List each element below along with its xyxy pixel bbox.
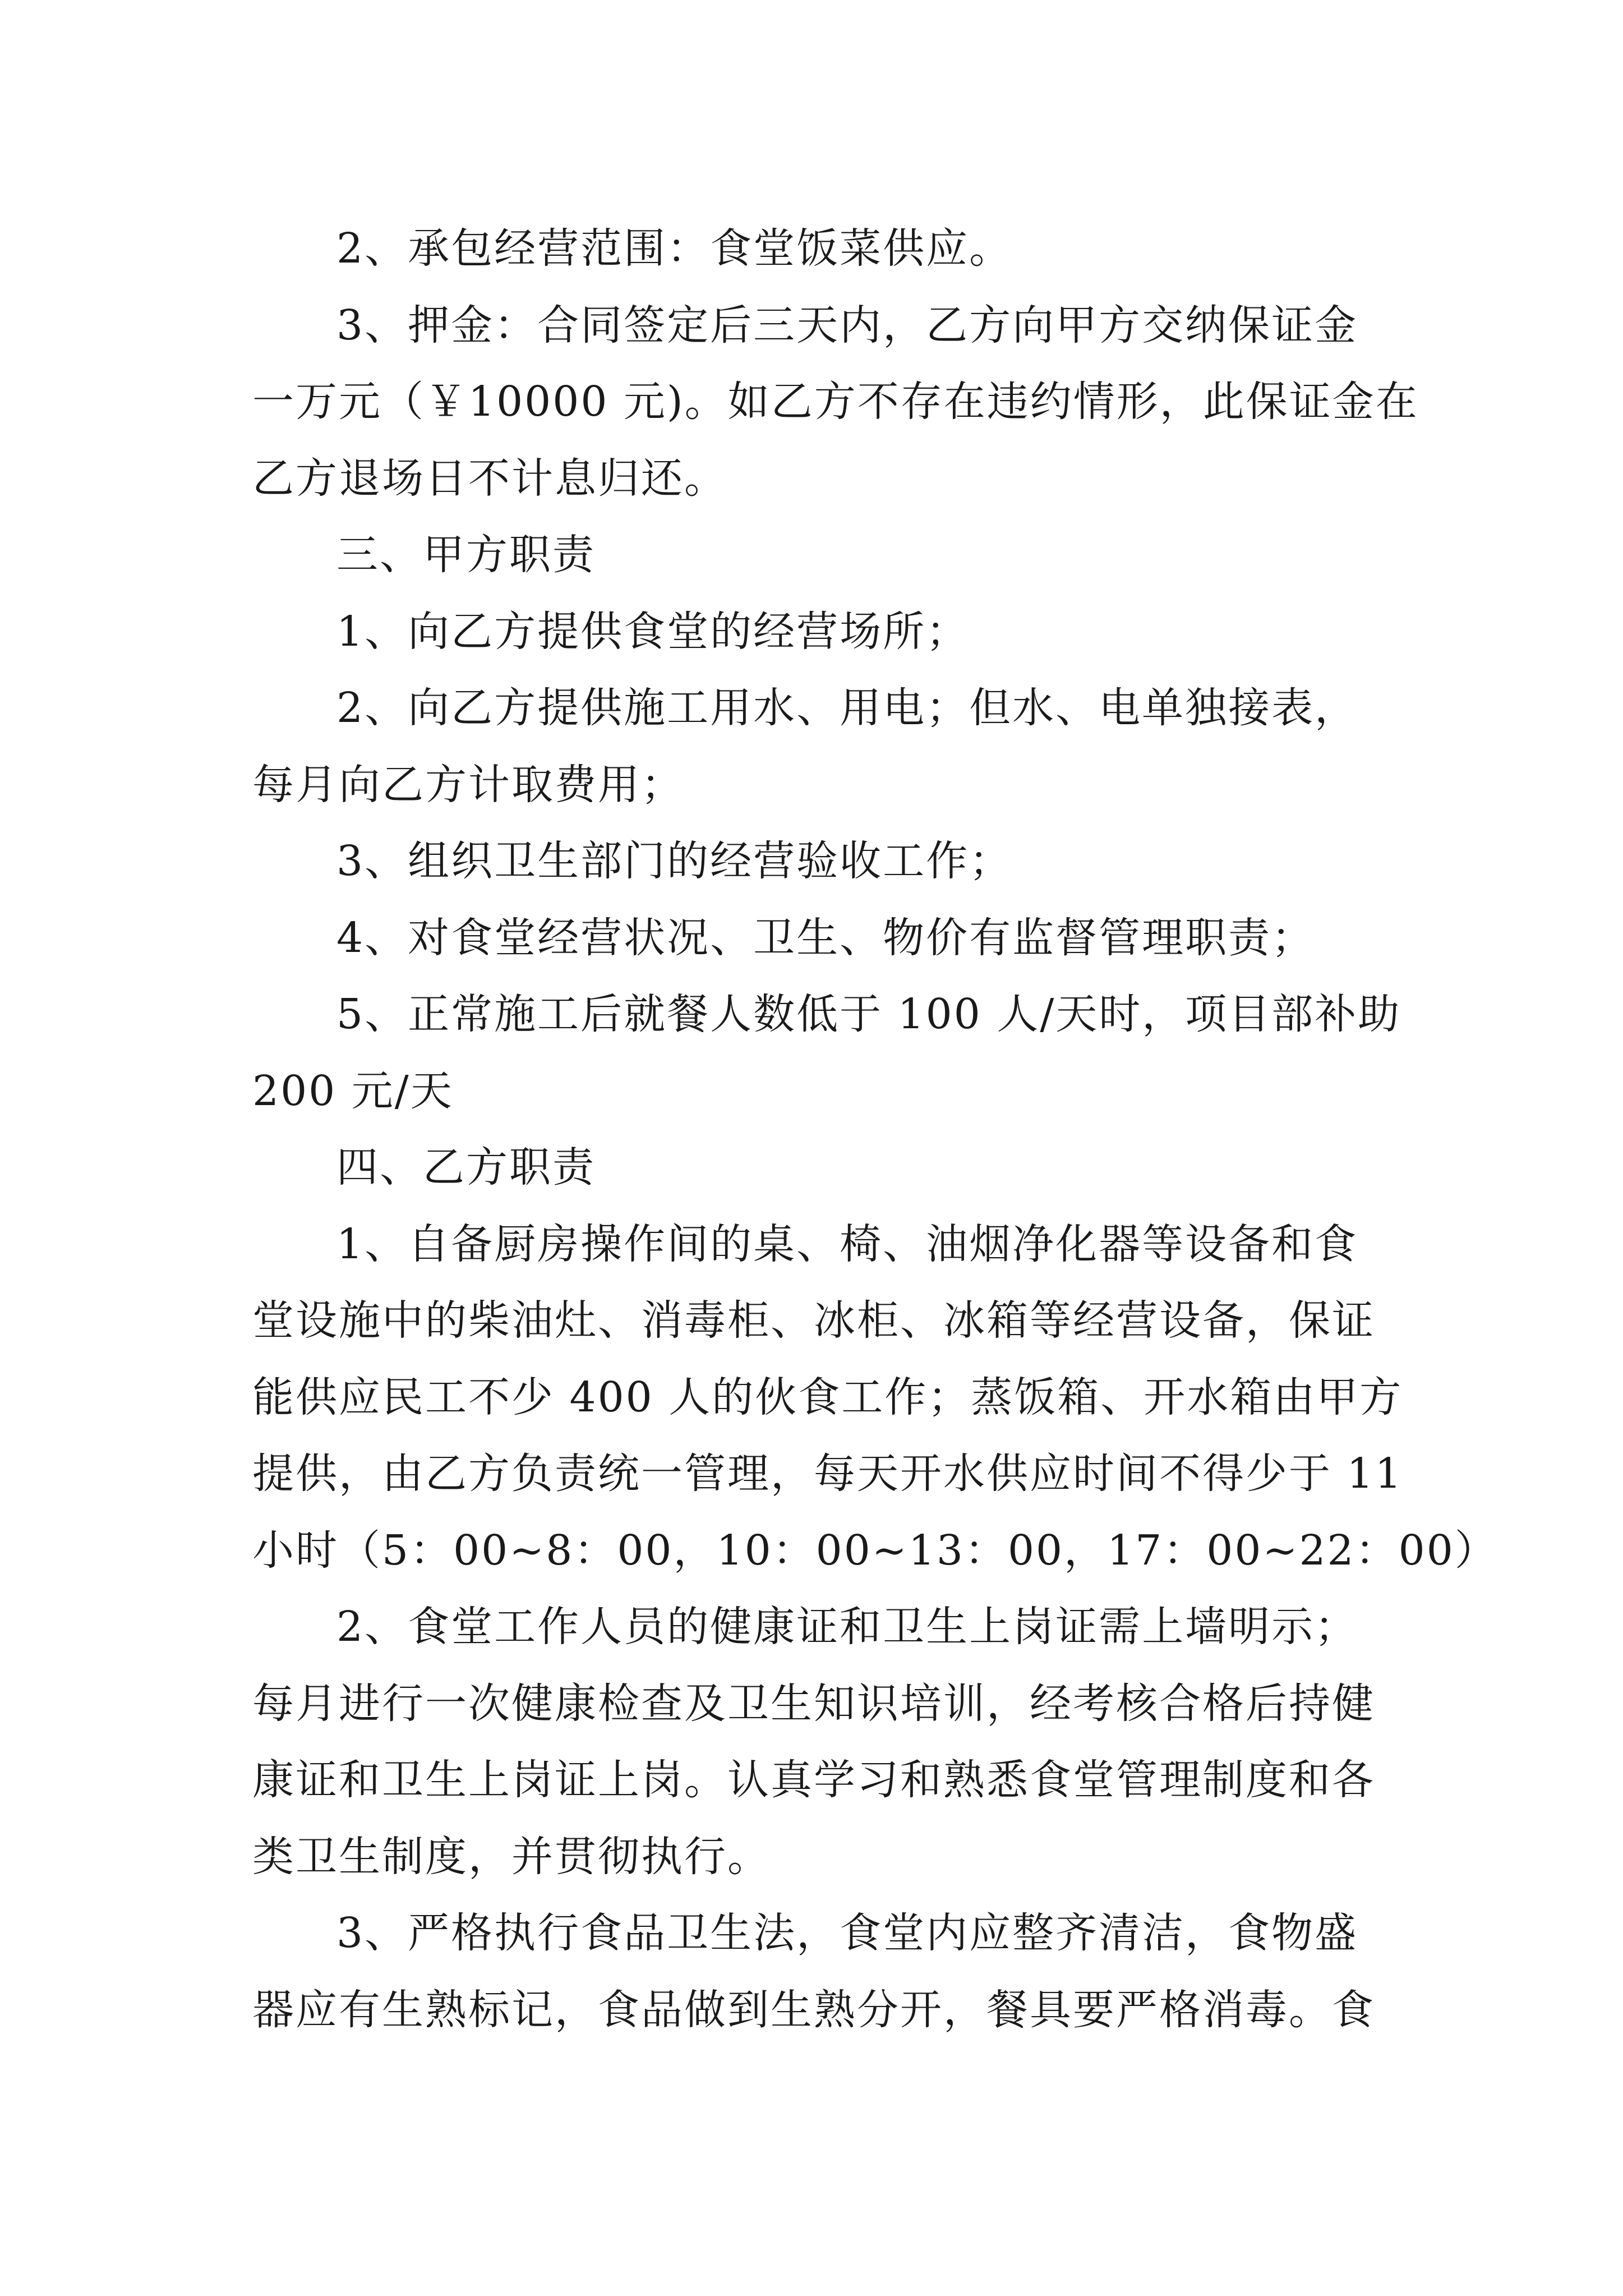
text-line: 小时（5：00~8：00，10：00~13：00，17：00~22：00） <box>252 1526 1498 1575</box>
text-line: 4、对食堂经营状况、卫生、物价有监督管理职责； <box>336 913 1315 962</box>
text-line: 2、食堂工作人员的健康证和卫生上岗证需上墙明示； <box>336 1603 1358 1651</box>
text-line: 康证和卫生上岗证上岗。认真学习和熟悉食堂管理制度和各 <box>252 1756 1375 1804</box>
text-line: 每月进行一次健康检查及卫生知识培训，经考核合格后持健 <box>252 1679 1375 1728</box>
text-line: 一万元（￥10000 元)。如乙方不存在违约情形，此保证金在 <box>252 378 1419 426</box>
text-line: 3、严格执行食品卫生法，食堂内应整齐清洁，食物盛 <box>336 1909 1358 1957</box>
text-line: 5、正常施工后就餐人数低于 100 人/天时，项目部补助 <box>336 990 1401 1038</box>
text-line: 类卫生制度，并贯彻执行。 <box>252 1832 771 1881</box>
text-line: 乙方退场日不计息归还。 <box>252 454 727 503</box>
text-line: 2、向乙方提供施工用水、用电；但水、电单独接表， <box>336 684 1358 732</box>
text-line: 每月向乙方计取费用； <box>252 760 684 809</box>
text-line: 3、组织卫生部门的经营验收工作； <box>336 837 1013 885</box>
text-line: 2、承包经营范围：食堂饭菜供应。 <box>336 224 1013 273</box>
text-line: 提供，由乙方负责统一管理，每天开水供应时间不得少于 11 <box>252 1450 1403 1498</box>
text-line: 器应有生熟标记，食品做到生熟分开，餐具要严格消毒。食 <box>252 1985 1375 2034</box>
text-line: 能供应民工不少 400 人的伙食工作；蒸饭箱、开水箱由甲方 <box>252 1373 1403 1421</box>
text-line: 堂设施中的柴油灶、消毒柜、冰柜、冰箱等经营设备，保证 <box>252 1296 1375 1345</box>
text-line: 3、押金：合同签定后三天内，乙方向甲方交纳保证金 <box>336 301 1358 349</box>
text-line: 四、乙方职责 <box>336 1143 596 1191</box>
text-line: 1、自备厨房操作间的桌、椅、油烟净化器等设备和食 <box>336 1220 1358 1268</box>
text-line: 200 元/天 <box>252 1066 454 1115</box>
document-body <box>252 210 1498 2048</box>
text-line: 三、甲方职责 <box>336 531 596 579</box>
text-line: 1、向乙方提供食堂的经营场所； <box>336 607 970 656</box>
